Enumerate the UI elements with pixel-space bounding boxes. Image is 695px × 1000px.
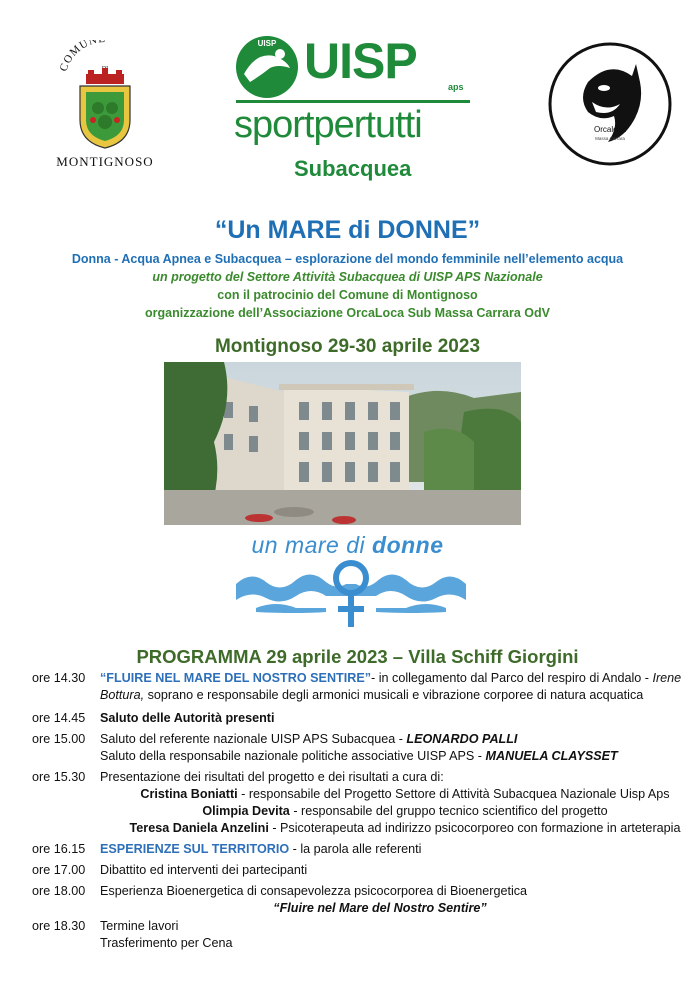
- comune-crest-icon: [50, 40, 160, 150]
- program-time: ore 16.15: [32, 842, 86, 856]
- svg-text:COMUNE: [58, 40, 107, 73]
- logo-text-part2: donne: [372, 532, 444, 558]
- program-time: ore 17.00: [32, 863, 86, 877]
- comune-logo: [50, 40, 160, 172]
- orca-subtext: Massa Carrara: [595, 136, 625, 141]
- program-time: ore 18.30: [32, 919, 86, 933]
- orca-icon: [548, 42, 672, 166]
- uisp-aps: aps: [448, 82, 464, 92]
- program-desc: Termine lavori Trasferimento per Cena: [100, 919, 233, 950]
- program-item-1500: [32, 731, 682, 767]
- program-desc: Esperienza Bioenergetica di consapevolezza psicocorporea di Bioenergetica: [100, 884, 528, 898]
- orca-text: Orcaloca: [593, 125, 627, 134]
- program-time: ore 14.30: [32, 671, 86, 685]
- sportpertutti-word: sportpertutti: [234, 104, 422, 146]
- wave-venus-icon: [236, 560, 466, 630]
- subtitle-line-4: organizzazione dell’Associazione OrcaLoca Sub Massa Carrara OdV: [145, 306, 550, 320]
- uisp-badge-text: UISP: [257, 39, 277, 48]
- uisp-swimmer-icon: [234, 34, 300, 100]
- program-subtitle: “Fluire nel Mare del Nostro Sentire”: [273, 901, 487, 915]
- program-desc: “FLUIRE NEL MARE DEL NOSTRO SENTIRE”- in collegamento dal Parco del respiro di Andalo - Irene Bottura, soprano e responsabile degli armonici musicali e vibrazione corporee di natura acquatica: [100, 671, 682, 702]
- comune-word: COMUN: [57, 40, 100, 74]
- villa-image: [164, 362, 521, 525]
- program-item-1430: [32, 670, 682, 706]
- villa-photo: [164, 362, 521, 525]
- uisp-divider: [236, 100, 470, 103]
- speaker-1: Cristina Boniatti - responsabile del Progetto Settore di Attività Subacquea Nazionale Uisp Aps: [140, 787, 670, 801]
- event-date: Montignoso 29-30 aprile 2023: [214, 336, 481, 357]
- orca-logo: [548, 42, 672, 166]
- discipline-label: Subacquea: [294, 156, 412, 181]
- program-desc: ESPERIENZE SUL TERRITORIO - la parola alle referenti: [100, 842, 422, 856]
- subtitle-line-3: con il patrocinio del Comune di Montignoso: [217, 288, 478, 302]
- uisp-word: UISP: [304, 33, 417, 89]
- program-item-title: “FLUIRE NEL MARE DEL NOSTRO SENTIRE”: [100, 671, 372, 685]
- program-time: ore 18.00: [32, 884, 86, 898]
- mare-di-donne-logo: [0, 532, 695, 559]
- subtitle-line-2: un progetto del Settore Attività Subacquea di UISP APS Nazionale: [152, 270, 543, 284]
- comune-name: MONTIGNOSO: [56, 154, 154, 169]
- program-desc: Saluto delle Autorità presenti: [100, 711, 275, 725]
- program-desc: Dibattito ed interventi dei partecipanti: [100, 863, 308, 877]
- subtitle-line-1: Donna - Acqua Apnea e Subacquea – esplorazione del mondo femminile nell’elemento acqua: [71, 252, 624, 266]
- program-item-1530: [32, 769, 682, 839]
- program-desc: Saluto del referente nazionale UISP APS Subacquea - LEONARDO PALLI Saluto della responsabile nazionale politiche associative UISP APS - MANUELA CLAYSSET: [100, 732, 618, 763]
- program-item-1830: [32, 918, 682, 954]
- program-title: PROGRAMMA 29 aprile 2023 – Villa Schiff Giorgini: [136, 646, 579, 667]
- speaker-2: Olimpia Devita - responsabile del gruppo tecnico scientifico del progetto: [202, 804, 608, 818]
- program-item-1800: [32, 883, 682, 919]
- logo-text-part1: un mare di: [251, 532, 373, 558]
- program-desc: Presentazione dei risultati del progetto e dei risultati a cura di:: [100, 770, 444, 784]
- speaker-3: Teresa Daniela Anzelini - Psicoterapeuta ad indirizzo psicocorporeo con formazione in arteterapia: [129, 821, 681, 835]
- uisp-logo: [234, 34, 474, 184]
- program-time: ore 15.00: [32, 732, 86, 746]
- program-time: ore 15.30: [32, 770, 86, 784]
- program-time: ore 14.45: [32, 711, 86, 725]
- page-title: “Un MARE di DONNE”: [214, 216, 481, 244]
